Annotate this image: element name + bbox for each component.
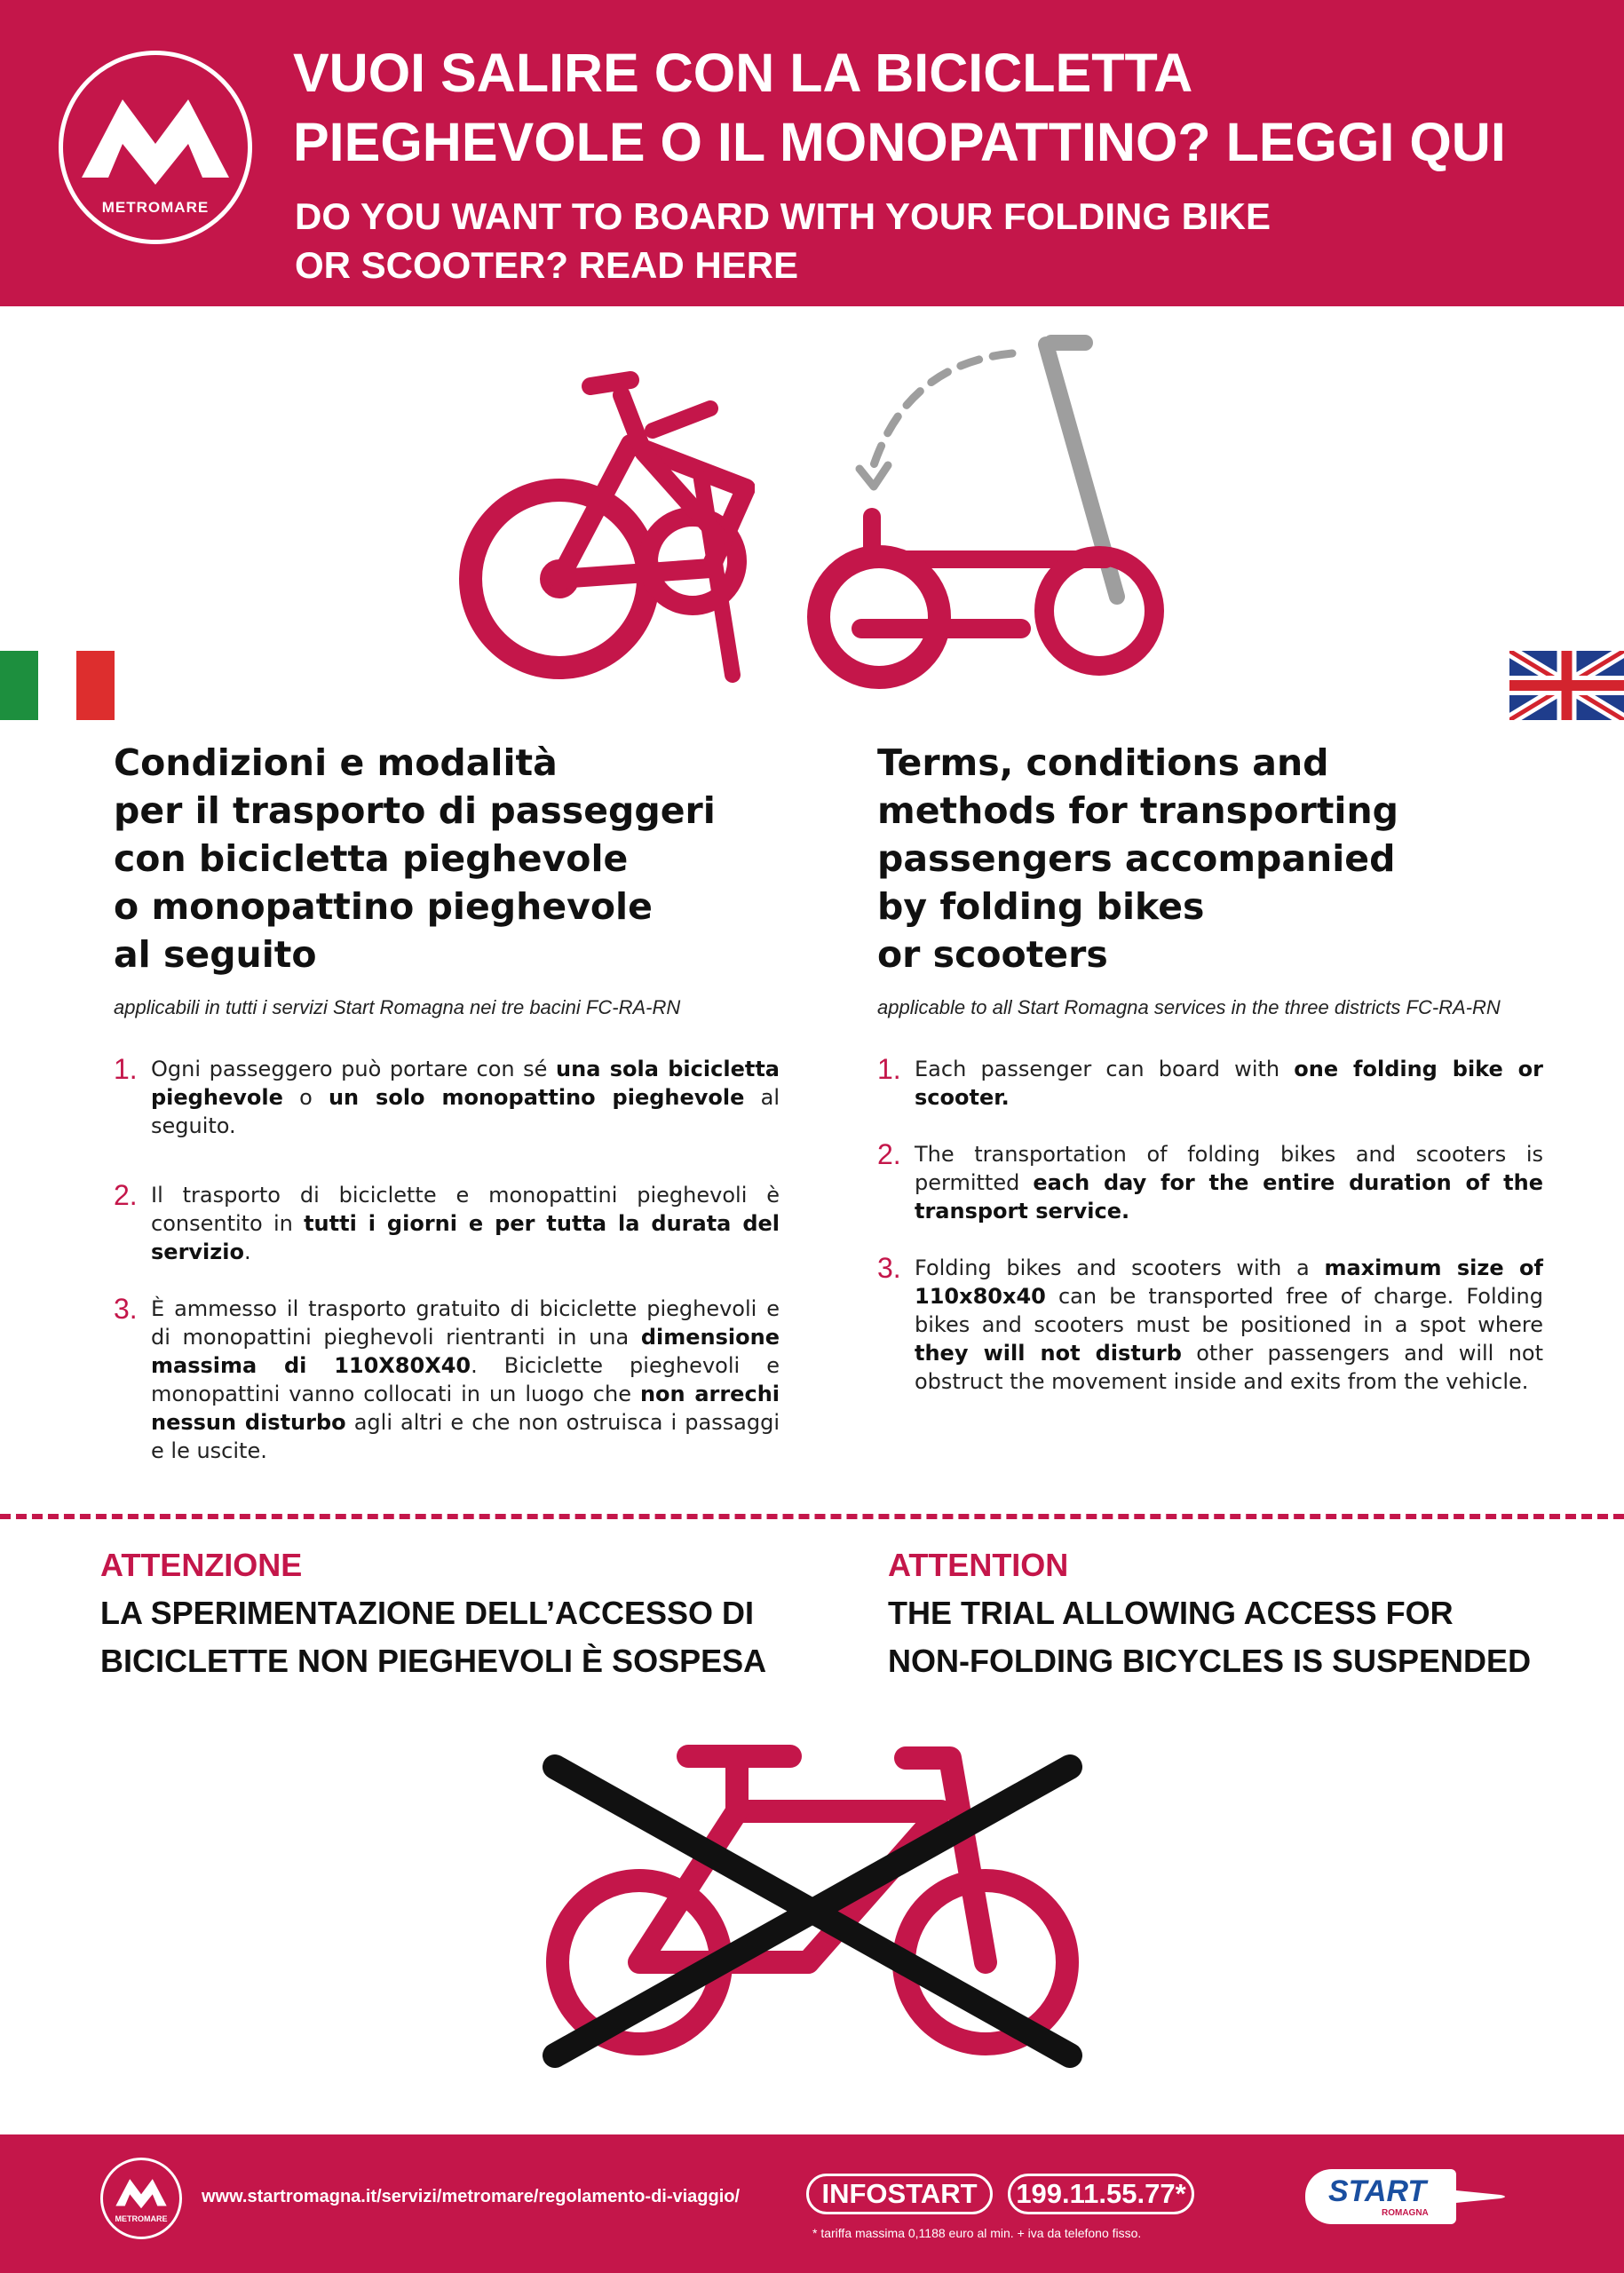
- english-section-title: [877, 739, 1398, 978]
- attention-text-it-line1: LA SPERIMENTAZIONE DELL’ACCESSO DI: [100, 1595, 755, 1631]
- item-bold: each day for the entire duration of the transport service.: [915, 1170, 1543, 1224]
- infostart-badge: INFOSTART: [806, 2174, 993, 2214]
- en-item-3: [915, 1254, 1543, 1396]
- item-text: The transportation of folding bikes and scooters is permitted: [915, 1142, 1543, 1195]
- item-text: Folding bikes and scooters with a: [915, 1255, 1325, 1280]
- item-bold: they will not disturb: [915, 1341, 1182, 1366]
- it-title-line: Condizioni e modalità: [114, 741, 558, 784]
- title-en-line1: DO YOU WANT TO BOARD WITH YOUR FOLDING BIKE: [295, 195, 1271, 237]
- item-text: al seguito.: [151, 1085, 780, 1138]
- footer-url-link[interactable]: www.startromagna.it/servizi/metromare/regolamento-di-viaggio/: [202, 2187, 741, 2206]
- attention-text-en-line2: NON-FOLDING BICYCLES IS SUSPENDED: [888, 1643, 1532, 1679]
- footer-metromare-m-mark: [114, 2175, 169, 2209]
- item-text: Each passenger can board with: [915, 1057, 1295, 1081]
- item-bold: un solo monopattino pieghevole: [328, 1085, 745, 1110]
- phone-number-badge[interactable]: 199.11.55.77*: [1008, 2174, 1194, 2214]
- metromare-logo-label: METROMARE: [101, 199, 210, 216]
- folding-bike-icon: [453, 329, 755, 693]
- footer-logo-label: METROMARE: [115, 2214, 168, 2223]
- item-text: agli altri e che non ostruisca i passaggi e le uscite.: [151, 1410, 780, 1463]
- it-item-1: [151, 1055, 780, 1140]
- italian-flag-icon: [0, 651, 115, 720]
- it-item-number: 1.: [114, 1053, 138, 1085]
- en-title-line: passengers accompanied: [877, 837, 1396, 880]
- it-title-line: per il trasporto di passeggeri: [114, 789, 716, 832]
- it-title-line: o monopattino pieghevole: [114, 885, 653, 928]
- it-item-number: 3.: [114, 1293, 138, 1325]
- item-bold: non arrechi nessun disturbo: [151, 1382, 780, 1435]
- en-title-line: by folding bikes: [877, 885, 1205, 928]
- attention-text-it-line2: BICICLETTE NON PIEGHEVOLI È SOSPESA: [100, 1643, 767, 1679]
- attention-label-en: ATTENTION: [888, 1547, 1069, 1583]
- dashed-divider: [0, 1514, 1624, 1519]
- item-bold: dimensione massima di 110X80X40: [151, 1325, 780, 1378]
- it-item-2: [151, 1181, 780, 1266]
- attention-text-en-line1: THE TRIAL ALLOWING ACCESS FOR: [888, 1595, 1454, 1631]
- folding-scooter-icon: [799, 329, 1190, 693]
- en-title-line: Terms, conditions and: [877, 741, 1329, 784]
- crossed-bicycle-icon: [542, 1740, 1092, 2078]
- it-title-line: al seguito: [114, 933, 317, 976]
- item-text: o: [282, 1085, 329, 1110]
- en-item-number: 1.: [877, 1053, 901, 1085]
- item-text: . Biciclette pieghevoli e monopattini vanno collocati in un luogo che: [151, 1353, 780, 1406]
- title-it-line1: VUOI SALIRE CON LA BICICLETTA: [293, 43, 1193, 103]
- it-item-number: 2.: [114, 1179, 138, 1211]
- title-it-line2: PIEGHEVOLE O IL MONOPATTINO? LEGGI QUI: [293, 112, 1506, 172]
- item-text: Il trasporto di biciclette e monopattini pieghevoli è consentito in: [151, 1183, 780, 1236]
- start-logo-tail: [1447, 2186, 1509, 2207]
- item-bold: tutti i giorni e per tutta la durata del servizio: [151, 1211, 780, 1264]
- en-title-line: or scooters: [877, 933, 1108, 976]
- metromare-m-mark: [76, 89, 234, 186]
- it-title-line: con bicicletta pieghevole: [114, 837, 629, 880]
- en-item-2: [915, 1140, 1543, 1225]
- item-text: can be transported free of charge. Folding bikes and scooters must be positioned in a spot where: [915, 1284, 1543, 1337]
- attention-label-it: ATTENZIONE: [100, 1547, 303, 1583]
- start-logo-text: START: [1328, 2174, 1427, 2208]
- item-bold: maximum size of 110x80x40: [915, 1255, 1543, 1309]
- uk-flag-icon: [1509, 651, 1624, 720]
- italian-section-title: [114, 739, 716, 978]
- item-bold: one folding bike or scooter.: [915, 1057, 1543, 1110]
- english-subtitle: applicable to all Start Romagna services in the three districts FC-RA-RN: [877, 996, 1501, 1018]
- start-logo-subtext: ROMAGNA: [1382, 2208, 1429, 2218]
- item-text: other passengers and will not obstruct the movement inside and exits from the vehicle.: [915, 1341, 1543, 1394]
- item-text: Ogni passeggero può portare con sé: [151, 1057, 557, 1081]
- it-item-3: [151, 1295, 780, 1465]
- footer-tariff-note: * tariffa massima 0,1188 euro al min. + iva da telefono fisso.: [812, 2226, 1142, 2240]
- italian-subtitle: applicabili in tutti i servizi Start Romagna nei tre bacini FC-RA-RN: [114, 996, 681, 1018]
- en-title-line: methods for transporting: [877, 789, 1399, 832]
- item-text: .: [243, 1239, 251, 1264]
- en-item-1: [915, 1055, 1543, 1112]
- en-item-number: 3.: [877, 1252, 901, 1284]
- item-bold: una sola bicicletta pieghevole: [151, 1057, 780, 1110]
- item-text: È ammesso il trasporto gratuito di biciclette pieghevoli e di monopattini pieghevoli rientranti in una: [151, 1296, 780, 1350]
- en-item-number: 2.: [877, 1138, 901, 1170]
- title-en-line2: OR SCOOTER? READ HERE: [295, 244, 799, 286]
